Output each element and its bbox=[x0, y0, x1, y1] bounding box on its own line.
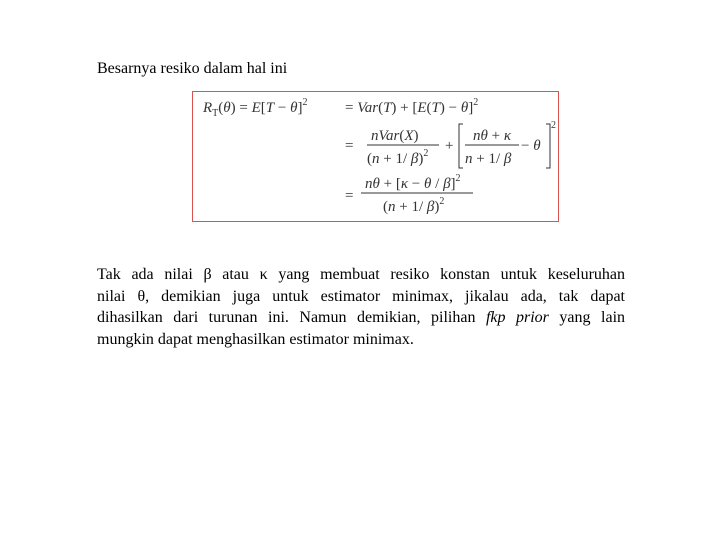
risk-formula-box bbox=[192, 91, 559, 222]
formula-line-2-den: (n + 1/ β)$^2$ bbox=[367, 148, 429, 167]
formula-line-3-den: (n + 1/ β)$^2$ bbox=[383, 196, 445, 215]
paragraph-line-3 bbox=[97, 307, 625, 329]
formula-line-2-plus: + bbox=[445, 138, 454, 154]
formula-line-2-inner-num: nθ + κ bbox=[473, 128, 512, 144]
paragraph-line-1: Tak ada nilai β atau κ yang membuat resiko konstan untuk keseluruhan bbox=[97, 266, 625, 283]
formula-line-2-exp: 2 bbox=[551, 120, 556, 131]
formula-line-3-eq: = bbox=[345, 188, 354, 204]
risk-formula bbox=[193, 92, 560, 223]
formula-line-2-inner-den: n + 1/ β bbox=[465, 151, 512, 167]
explanation-paragraph bbox=[97, 264, 625, 350]
paragraph-line-4: mungkin dapat menghasilkan estimator minimax. bbox=[97, 330, 414, 348]
formula-lhs: $R_T(\theta) = E[T - \theta]^2$ bbox=[203, 97, 308, 119]
paragraph-line-2: nilai θ, demikian juga untuk estimator minimax, jikalau ada, tak dapat bbox=[97, 287, 625, 305]
prior-term: fkp prior bbox=[485, 309, 549, 326]
paragraph-line-3-post: yang lain bbox=[548, 309, 626, 326]
formula-line-2-num: nVar(X) bbox=[371, 128, 419, 144]
formula-line-1: = $Var(T) + [E(T) - \theta]^2$ bbox=[345, 97, 479, 116]
formula-line-2-minus: − θ bbox=[521, 138, 541, 154]
intro-text: Besarnya resiko dalam hal ini bbox=[97, 60, 288, 77]
paragraph-line-3-pre: dihasilkan dari turunan ini. Namun demikian, pilihan bbox=[97, 309, 486, 326]
formula-line-2-eq: = bbox=[345, 138, 354, 154]
formula-line-3-num: $n\theta + [\kappa - \theta / \beta]^2$ bbox=[365, 173, 461, 192]
